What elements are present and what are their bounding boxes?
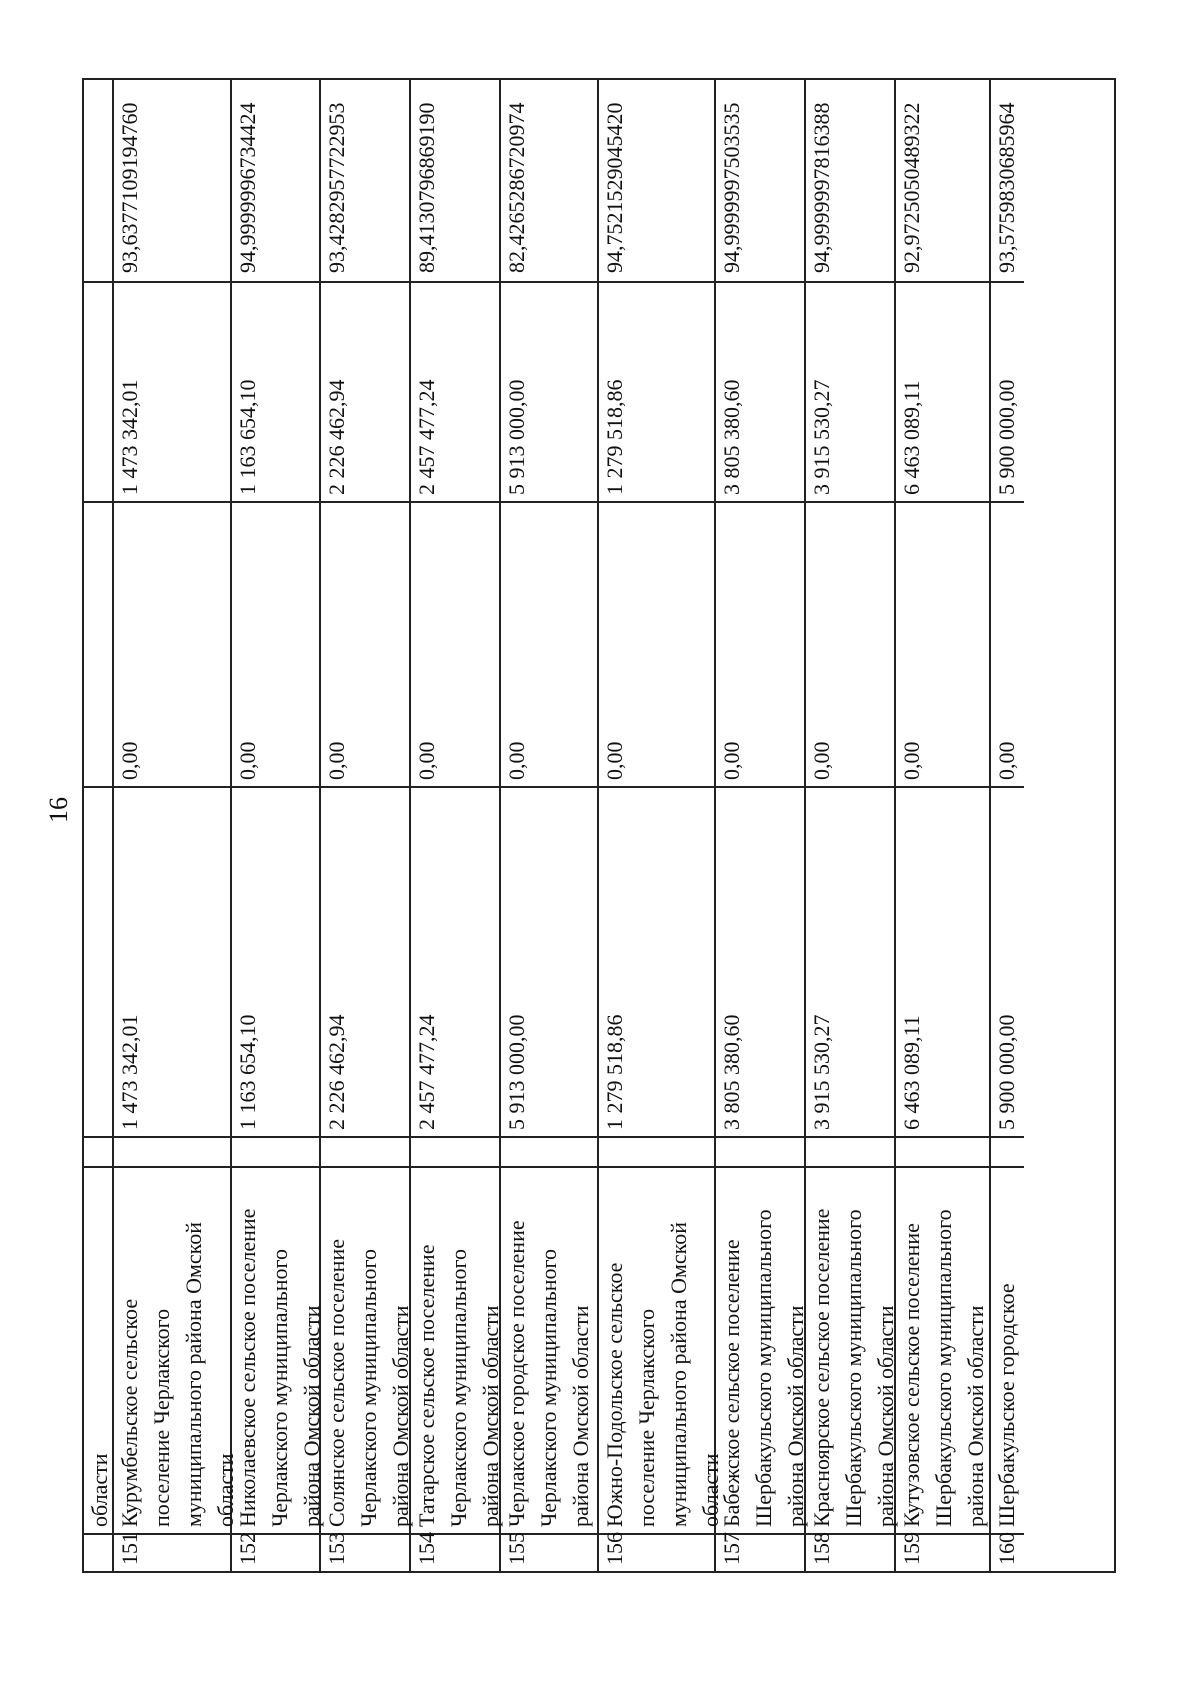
cell-value: 1 163 654,10: [235, 379, 260, 495]
cell-col5: [411, 501, 499, 786]
cell-value: 2 457 477,24: [414, 379, 439, 495]
cell-col3: [991, 1136, 1024, 1166]
cell-col4: [599, 786, 714, 1136]
cell-col3: [84, 1136, 112, 1166]
name-line: Черлакское городское поселение: [504, 1220, 529, 1527]
name-line: района Омской области: [568, 1305, 593, 1527]
cell-value: 89,4130796869190: [414, 102, 439, 273]
cell-value: 0,00: [602, 741, 627, 780]
cell-num: [806, 1533, 894, 1571]
cell-col7: [411, 80, 499, 281]
cell-value: 1 163 654,10: [235, 1014, 260, 1130]
table-row: [716, 80, 806, 1571]
table-row: [806, 80, 896, 1571]
data-table: [82, 78, 1116, 1573]
cell-col4: [806, 786, 894, 1136]
name-line: Черлакского муниципального: [446, 1249, 471, 1527]
cell-col6: [411, 281, 499, 501]
cell-value: 160: [994, 1532, 1019, 1565]
table-row: [114, 80, 238, 1571]
cell-value: 3 915 530,27: [809, 379, 834, 495]
cell-col4: [501, 786, 597, 1136]
table-row: [321, 80, 411, 1571]
cell-value: 1 279 518,86: [602, 1014, 627, 1130]
cell-col6: [501, 281, 597, 501]
name-line: Черлакского муниципального: [356, 1249, 381, 1527]
cell-col6: [599, 281, 714, 501]
cell-col7: [114, 80, 230, 281]
cell-value: 2 226 462,94: [324, 379, 349, 495]
cell-num: [501, 1533, 597, 1571]
name-line: района Омской области: [478, 1305, 503, 1527]
name-line: области: [698, 1453, 723, 1527]
cell-value: 152: [235, 1532, 260, 1565]
cell-col6: [991, 281, 1024, 501]
name-line: Солянское сельское поселение: [324, 1239, 349, 1527]
cell-value: 5 900 000,00: [994, 1014, 1019, 1130]
cell-col5: [991, 501, 1024, 786]
cell-num: [114, 1533, 230, 1571]
cell-col7: [321, 80, 409, 281]
cell-value: 2 226 462,94: [324, 1014, 349, 1130]
cell-col7: [599, 80, 714, 281]
cell-col4: [84, 786, 112, 1136]
name-line: Шербакульское городское: [994, 1283, 1019, 1527]
cell-name: [991, 1166, 1024, 1533]
name-line: Южно-Подольское сельское: [602, 1262, 627, 1527]
cell-value: 93,5759830685964: [994, 102, 1019, 273]
cell-col3: [321, 1136, 409, 1166]
cell-value: 158: [809, 1532, 834, 1565]
cell-name: [806, 1166, 898, 1533]
name-line: Бабежское сельское поселение: [719, 1239, 744, 1527]
cell-name: [411, 1166, 503, 1533]
cell-col3: [114, 1136, 230, 1166]
name-line: района Омской области: [963, 1305, 988, 1527]
name-line: поселение Черлакского: [634, 1308, 659, 1527]
name-line: Черлакского муниципального: [536, 1249, 561, 1527]
name-line: области: [213, 1453, 238, 1527]
name-line: муниципального района Омской: [181, 1221, 206, 1527]
cell-col7: [716, 80, 804, 281]
cell-col7: [232, 80, 319, 281]
name-line: Черлакского муниципального: [267, 1249, 292, 1527]
name-line: района Омской области: [299, 1305, 324, 1527]
cell-col3: [411, 1136, 499, 1166]
cell-name: [232, 1166, 324, 1533]
name-line: Шербакульского муниципального: [931, 1209, 956, 1527]
cell-name: [321, 1166, 413, 1533]
cell-col3: [599, 1136, 714, 1166]
cell-col6: [114, 281, 230, 501]
cell-col3: [716, 1136, 804, 1166]
cell-value: 1 473 342,01: [117, 1014, 142, 1130]
cell-col5: [806, 501, 894, 786]
name-line: Шербакульского муниципального: [841, 1209, 866, 1527]
cell-col4: [232, 786, 319, 1136]
cell-value: 5 900 000,00: [994, 379, 1019, 495]
cell-value: 151: [117, 1532, 142, 1565]
name-line: Николаевское сельское поселение: [235, 1208, 260, 1527]
cell-col6: [84, 281, 112, 501]
table-row-continued: [84, 80, 114, 1571]
cell-value: 82,4265286720974: [504, 102, 529, 273]
cell-value: 92,9725050489322: [899, 102, 924, 273]
cell-value: 0,00: [899, 741, 924, 780]
cell-value: 93,4282957722953: [324, 102, 349, 273]
cell-value: 1 473 342,01: [117, 379, 142, 495]
cell-num: [599, 1533, 714, 1571]
name-line: муниципального района Омской: [666, 1221, 691, 1527]
cell-col3: [501, 1136, 597, 1166]
cell-value: 1 279 518,86: [602, 379, 627, 495]
cell-col4: [991, 786, 1024, 1136]
cell-col4: [321, 786, 409, 1136]
name-line: Кутузовское сельское поселение: [899, 1223, 924, 1527]
name-line: Татарское сельское поселение: [414, 1244, 439, 1527]
cell-name: [114, 1166, 238, 1533]
cell-value: 3 915 530,27: [809, 1014, 834, 1130]
cell-name: [896, 1166, 989, 1533]
cell-num: [84, 1533, 112, 1571]
cell-value: 0,00: [719, 741, 744, 780]
cell-col6: [716, 281, 804, 501]
cell-col7: [806, 80, 894, 281]
name-line: района Омской области: [873, 1305, 898, 1527]
table-row: [411, 80, 501, 1571]
table-row: [599, 80, 723, 1571]
cell-value: 156: [602, 1532, 627, 1565]
table-row: [991, 80, 1024, 1571]
cell-col7: [991, 80, 1024, 281]
cell-name: [716, 1166, 808, 1533]
name-line: Курумбельское сельское: [117, 1298, 142, 1527]
table-row: [232, 80, 324, 1571]
cell-value: 5 913 000,00: [504, 379, 529, 495]
cell-value: 6 463 089,11: [899, 380, 924, 495]
cell-value: 154: [414, 1532, 439, 1565]
cell-value: 0,00: [504, 741, 529, 780]
cell-name: [501, 1166, 597, 1533]
cell-value: 0,00: [117, 741, 142, 780]
cell-num: [232, 1533, 319, 1571]
cell-value: 153: [324, 1532, 349, 1565]
cell-value: 0,00: [324, 741, 349, 780]
cell-col3: [896, 1136, 989, 1166]
name-line: Красноярское сельское поселение: [809, 1208, 834, 1527]
cell-col7: [501, 80, 597, 281]
cell-value: 93,6377109194760: [117, 102, 142, 273]
cell-col4: [411, 786, 499, 1136]
name-line: района Омской области: [388, 1305, 413, 1527]
cell-num: [411, 1533, 499, 1571]
cell-value: 0,00: [414, 741, 439, 780]
cell-col6: [896, 281, 989, 501]
cell-col5: [232, 501, 319, 786]
cell-value: 6 463 089,11: [899, 1015, 924, 1130]
table-row: [896, 80, 991, 1571]
cell-value: 3 805 380,60: [719, 1014, 744, 1130]
cell-value: 2 457 477,24: [414, 1014, 439, 1130]
cell-col7: [896, 80, 989, 281]
cell-col3: [232, 1136, 319, 1166]
cell-col3: [806, 1136, 894, 1166]
cell-value: 5 913 000,00: [504, 1014, 529, 1130]
cell-value: 155: [504, 1532, 529, 1565]
cell-name: [599, 1166, 723, 1533]
cell-num: [991, 1533, 1024, 1571]
table-row: [501, 80, 599, 1571]
cell-value: 94,9999997503535: [719, 102, 744, 273]
page-number: 16: [44, 797, 73, 823]
cell-col6: [321, 281, 409, 501]
name-line: района Омской области: [783, 1305, 808, 1527]
cell-col4: [114, 786, 230, 1136]
cell-value: 94,9999997816388: [809, 102, 834, 273]
cell-col5: [321, 501, 409, 786]
cell-value: 0,00: [235, 741, 260, 780]
cell-col5: [716, 501, 804, 786]
cell-num: [716, 1533, 804, 1571]
cell-col5: [114, 501, 230, 786]
name-line: области: [87, 1453, 112, 1527]
name-line: Шербакульского муниципального: [751, 1209, 776, 1527]
cell-col4: [896, 786, 989, 1136]
cell-col5: [896, 501, 989, 786]
cell-col5: [84, 501, 112, 786]
cell-col4: [716, 786, 804, 1136]
name-line: поселение Черлакского: [149, 1308, 174, 1527]
cell-num: [896, 1533, 989, 1571]
cell-col7: [84, 80, 112, 281]
cell-col5: [599, 501, 714, 786]
cell-value: 94,9999996734424: [235, 102, 260, 273]
cell-name: [84, 1166, 112, 1533]
cell-value: 0,00: [994, 741, 1019, 780]
cell-value: 3 805 380,60: [719, 379, 744, 495]
cell-value: 94,7521529045420: [602, 102, 627, 273]
cell-col6: [806, 281, 894, 501]
cell-col5: [501, 501, 597, 786]
cell-value: 0,00: [809, 741, 834, 780]
cell-num: [321, 1533, 409, 1571]
cell-col6: [232, 281, 319, 501]
cell-value: 159: [899, 1532, 924, 1565]
cell-value: 157: [719, 1532, 744, 1565]
